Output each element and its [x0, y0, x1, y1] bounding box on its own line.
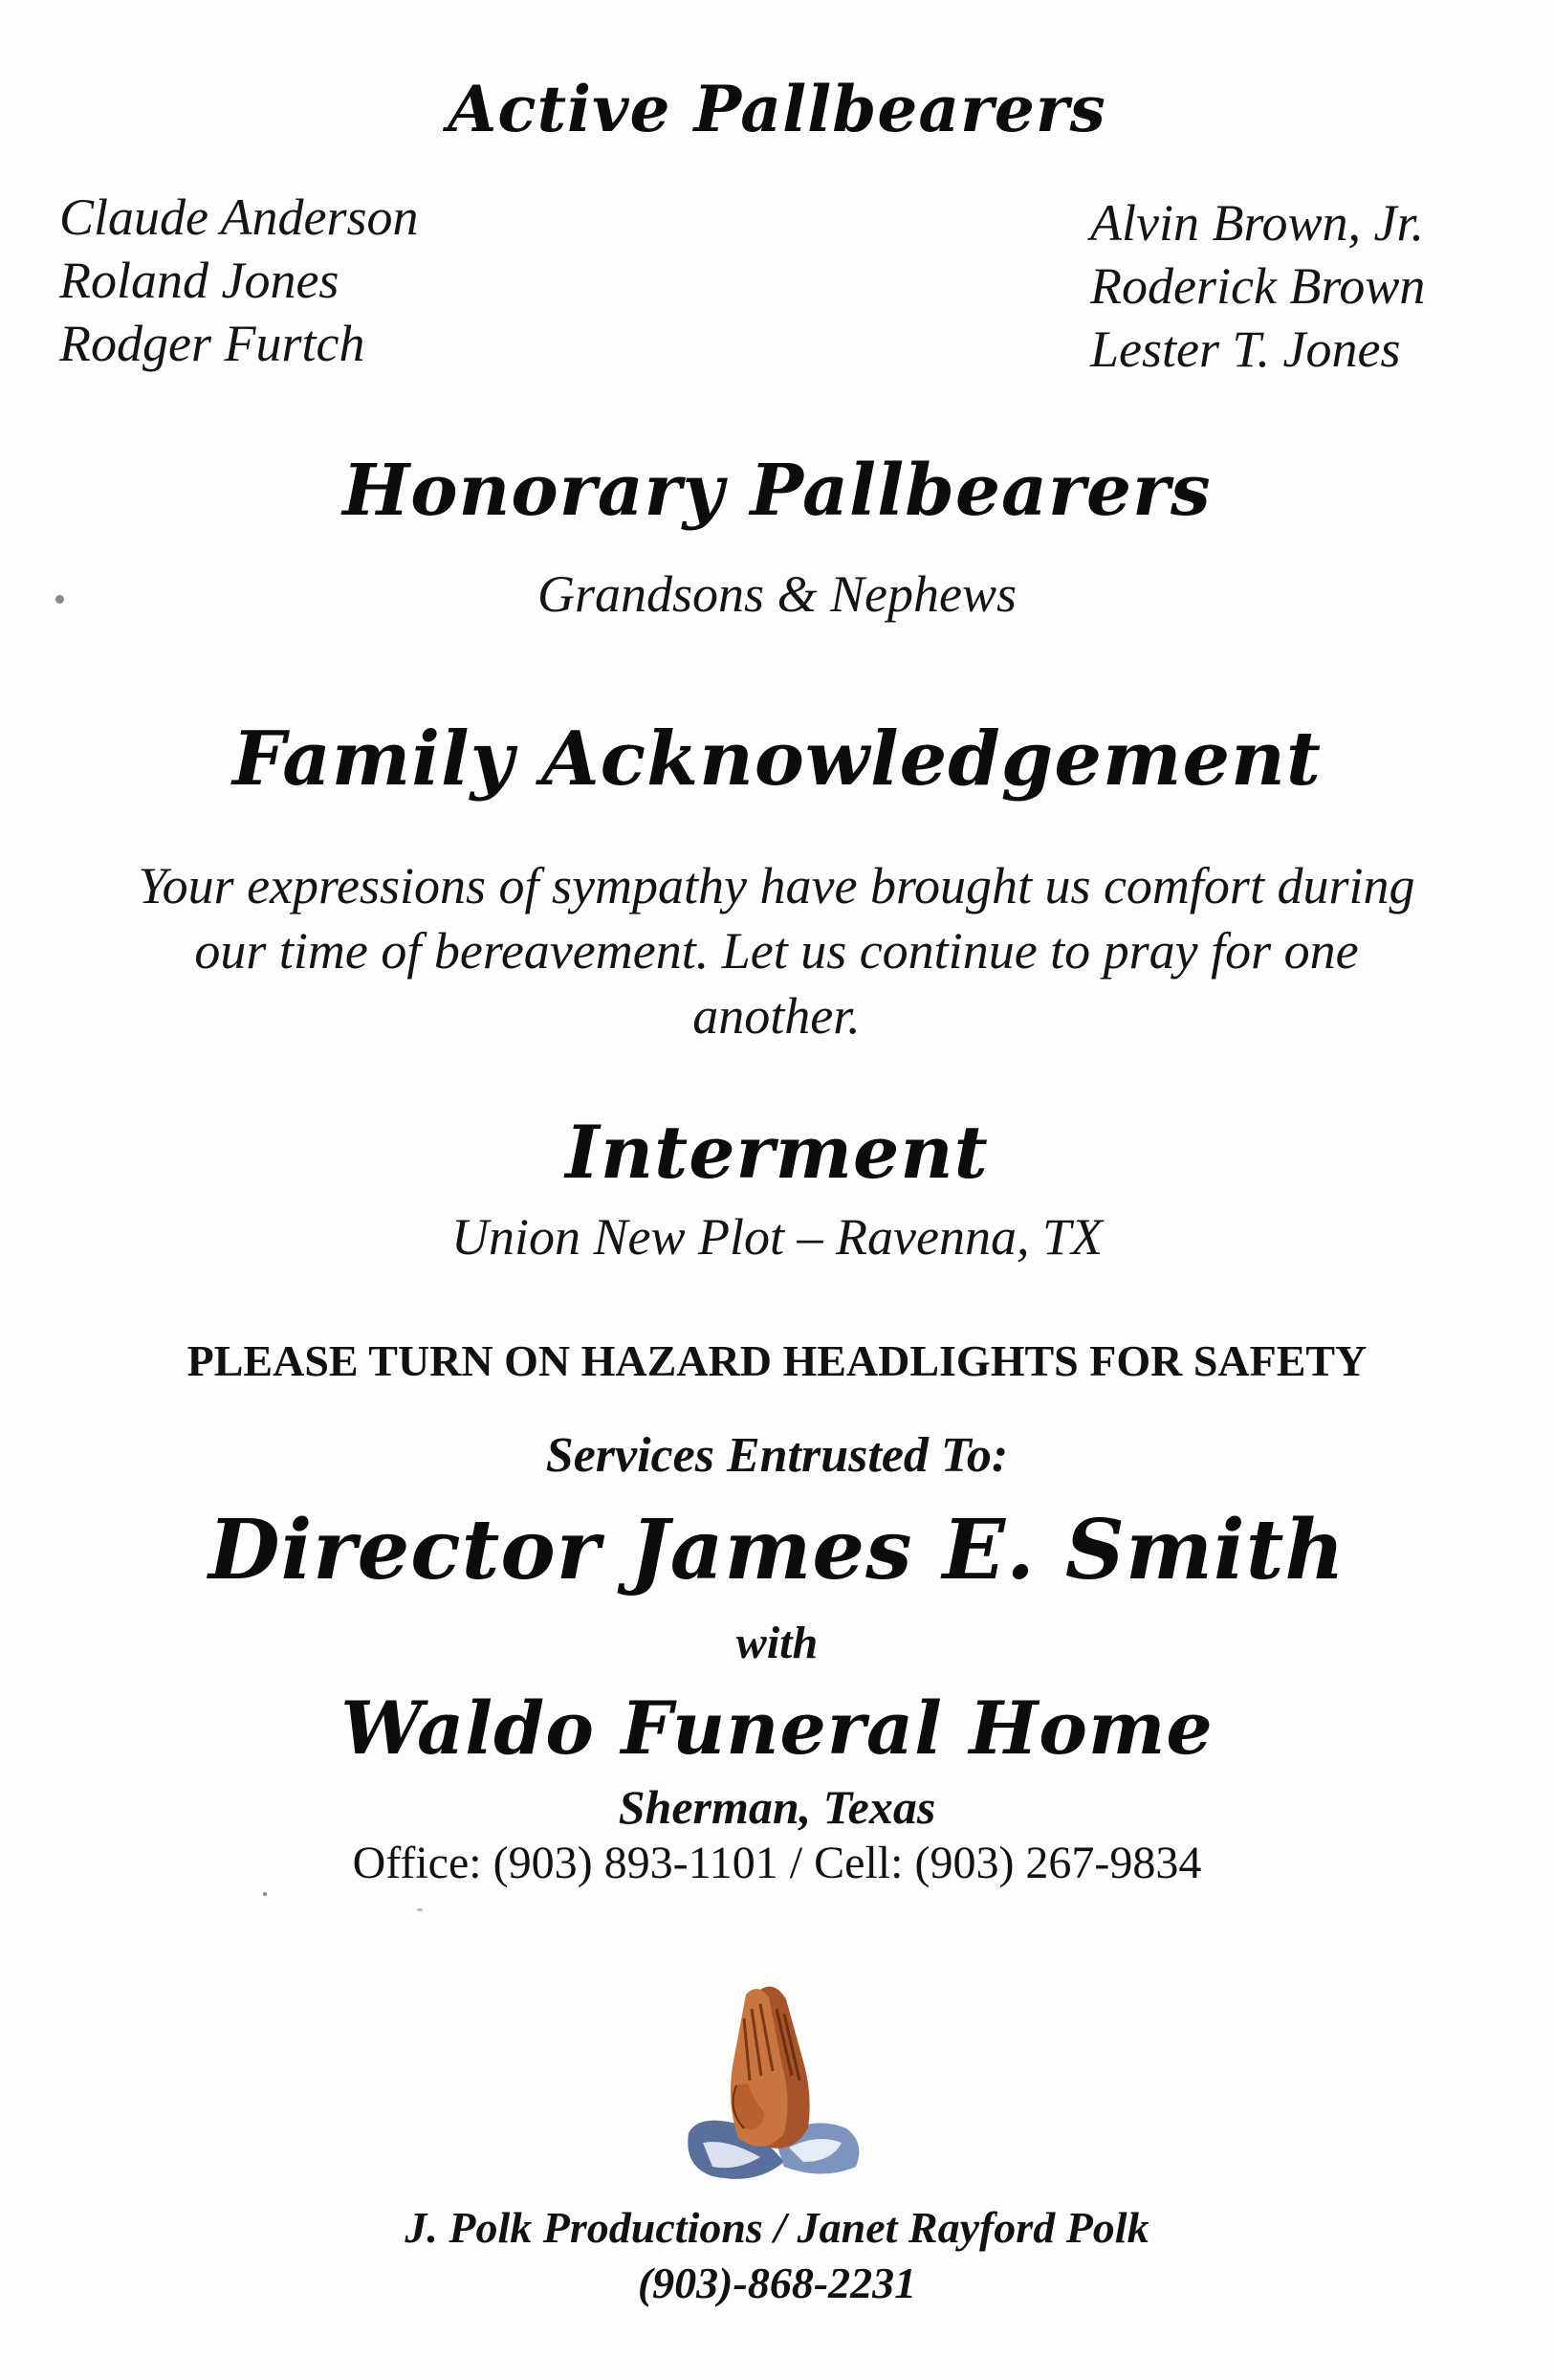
with-label: with [735, 1618, 819, 1668]
print-speck [55, 595, 64, 604]
honorary-pallbearers-heading: Honorary Pallbearers [342, 450, 1212, 532]
producer-credit: J. Polk Productions / Janet Rayford Polk [405, 2203, 1149, 2252]
active-pallbearers-right-list [1090, 191, 1425, 381]
honorary-pallbearers-text: Grandsons & Nephews [536, 565, 1018, 623]
pallbearer-name: Rodger Furtch [59, 315, 365, 372]
funeral-home-name: Waldo Funeral Home [340, 1686, 1214, 1771]
hazard-notice: PLEASE TURN ON HAZARD HEADLIGHTS FOR SAFETY [186, 1336, 1368, 1385]
interment-location: Union New Plot – Ravenna, TX [451, 1208, 1103, 1266]
pallbearer-name: Alvin Brown, Jr. [1090, 194, 1424, 252]
services-label: Services Entrusted To: [545, 1428, 1009, 1483]
print-speck [263, 1892, 267, 1896]
print-speck [417, 1908, 423, 1911]
active-pallbearers-left-list [59, 186, 419, 375]
interment-heading: Interment [565, 1110, 989, 1195]
funeral-home-city: Sherman, Texas [618, 1780, 936, 1834]
praying-hands-icon [669, 1971, 880, 2191]
acknowledgement-line: our time of bereavement. Let us continue to pray for one [194, 922, 1359, 980]
acknowledgement-line: Your expressions of sympathy have brought us comfort during [138, 857, 1415, 915]
pallbearer-name: Roderick Brown [1090, 257, 1426, 315]
active-pallbearers-heading: Active Pallbearers [448, 72, 1106, 146]
acknowledgement-line: another. [692, 987, 861, 1045]
family-acknowledgement-heading: Family Acknowledgement [232, 716, 1322, 803]
pallbearer-name: Roland Jones [59, 252, 339, 309]
pallbearer-name: Lester T. Jones [1090, 320, 1401, 378]
pallbearer-name: Claude Anderson [59, 188, 419, 246]
producer-phone: (903)-868-2231 [637, 2259, 917, 2307]
funeral-director-name: Director James E. Smith [208, 1502, 1346, 1598]
family-acknowledgement-text [59, 853, 1494, 1048]
funeral-home-phones: Office: (903) 893-1101 / Cell: (903) 267-9834 [352, 1838, 1202, 1888]
